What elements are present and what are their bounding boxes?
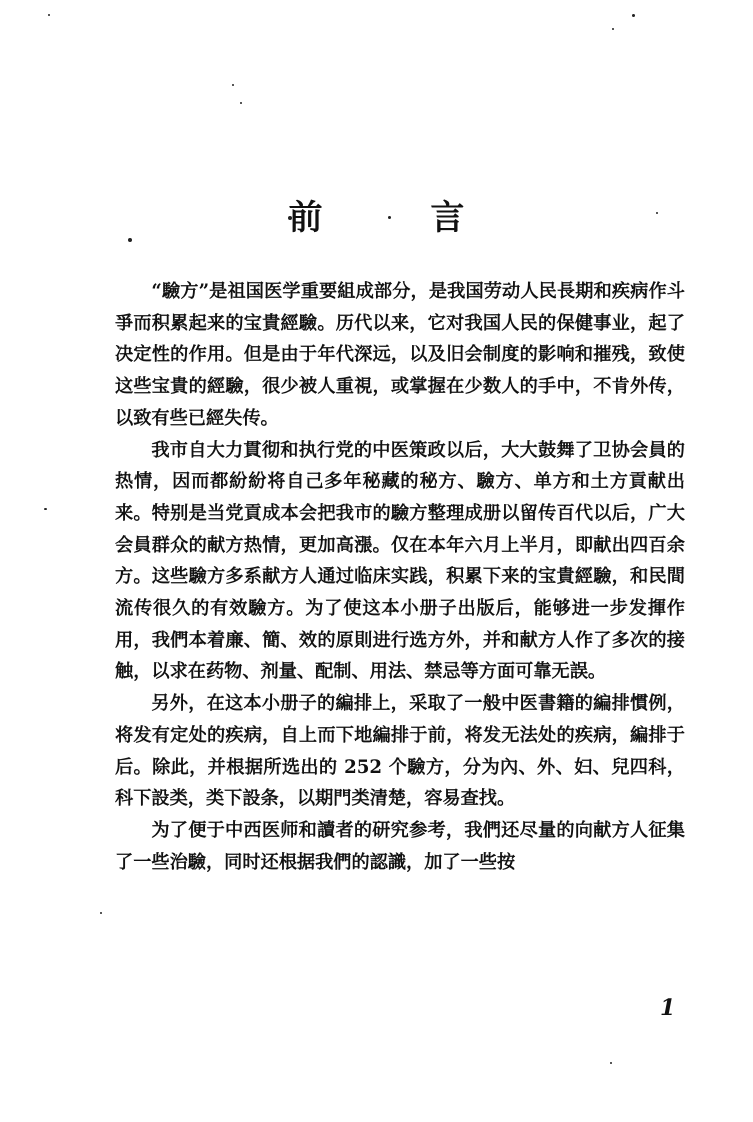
scan-speck — [48, 14, 50, 16]
page-number: 1 — [660, 995, 676, 1021]
scan-speck — [240, 102, 242, 104]
scan-speck — [232, 84, 234, 86]
page-title: 前 言 — [288, 198, 513, 238]
scan-speck — [44, 508, 47, 510]
scan-speck — [632, 14, 635, 17]
scan-speck — [100, 912, 102, 914]
paragraph: 另外，在这本小册子的編排上，采取了一般中医書籍的編排慣例，将发有定处的疾病，自上而下地編排于前，将发无法处的疾病，編排于后。除此，并根据所选出的 252 个驗方，分为內、外、妇、兒四科，科下設类，类下設条，以期門类清楚，容易查找。 — [115, 693, 685, 810]
body-text — [115, 276, 685, 878]
paragraph: 为了便于中西医师和讀者的研究参考，我們还尽量的向献方人征集了一些治驗，同时还根据我們的認識，加了一些按 — [115, 819, 685, 873]
paragraph: 我市自大力貫彻和执行党的中医策政以后，大大鼓舞了卫协会員的热情，因而都紛紛将自己多年秘藏的秘方、驗方、单方和土方貢献出来。特别是当党貢成本会把我市的驗方整理成册以留传百代以后，广大会員群众的献方热情，更加高漲。仅在本年六月上半月，即献出四百余方。这些驗方多系献方人通过临床实践，积累下来的宝貴經驗，和民間流传很久的有效驗方。为了使这本小册子出版后，能够进一步发揮作用，我們本着廉、簡、效的原則进行选方外，并和献方人作了多次的接触，以求在药物、剂量、配制、用法、禁忌等方面可靠无誤。 — [115, 439, 685, 683]
scan-speck — [612, 28, 614, 30]
paragraph: “驗方”是祖国医学重要組成部分，是我国劳动人民長期和疾病作斗爭而积累起来的宝貴經驗。历代以来，它对我国人民的保健事业，起了决定性的作用。但是由于年代深远，以及旧会制度的影响和摧残，致使这些宝貴的經驗，很少被人重視，或掌握在少数人的手中，不肯外传，以致有些已經失传。 — [115, 281, 685, 429]
scan-speck — [610, 1062, 612, 1064]
